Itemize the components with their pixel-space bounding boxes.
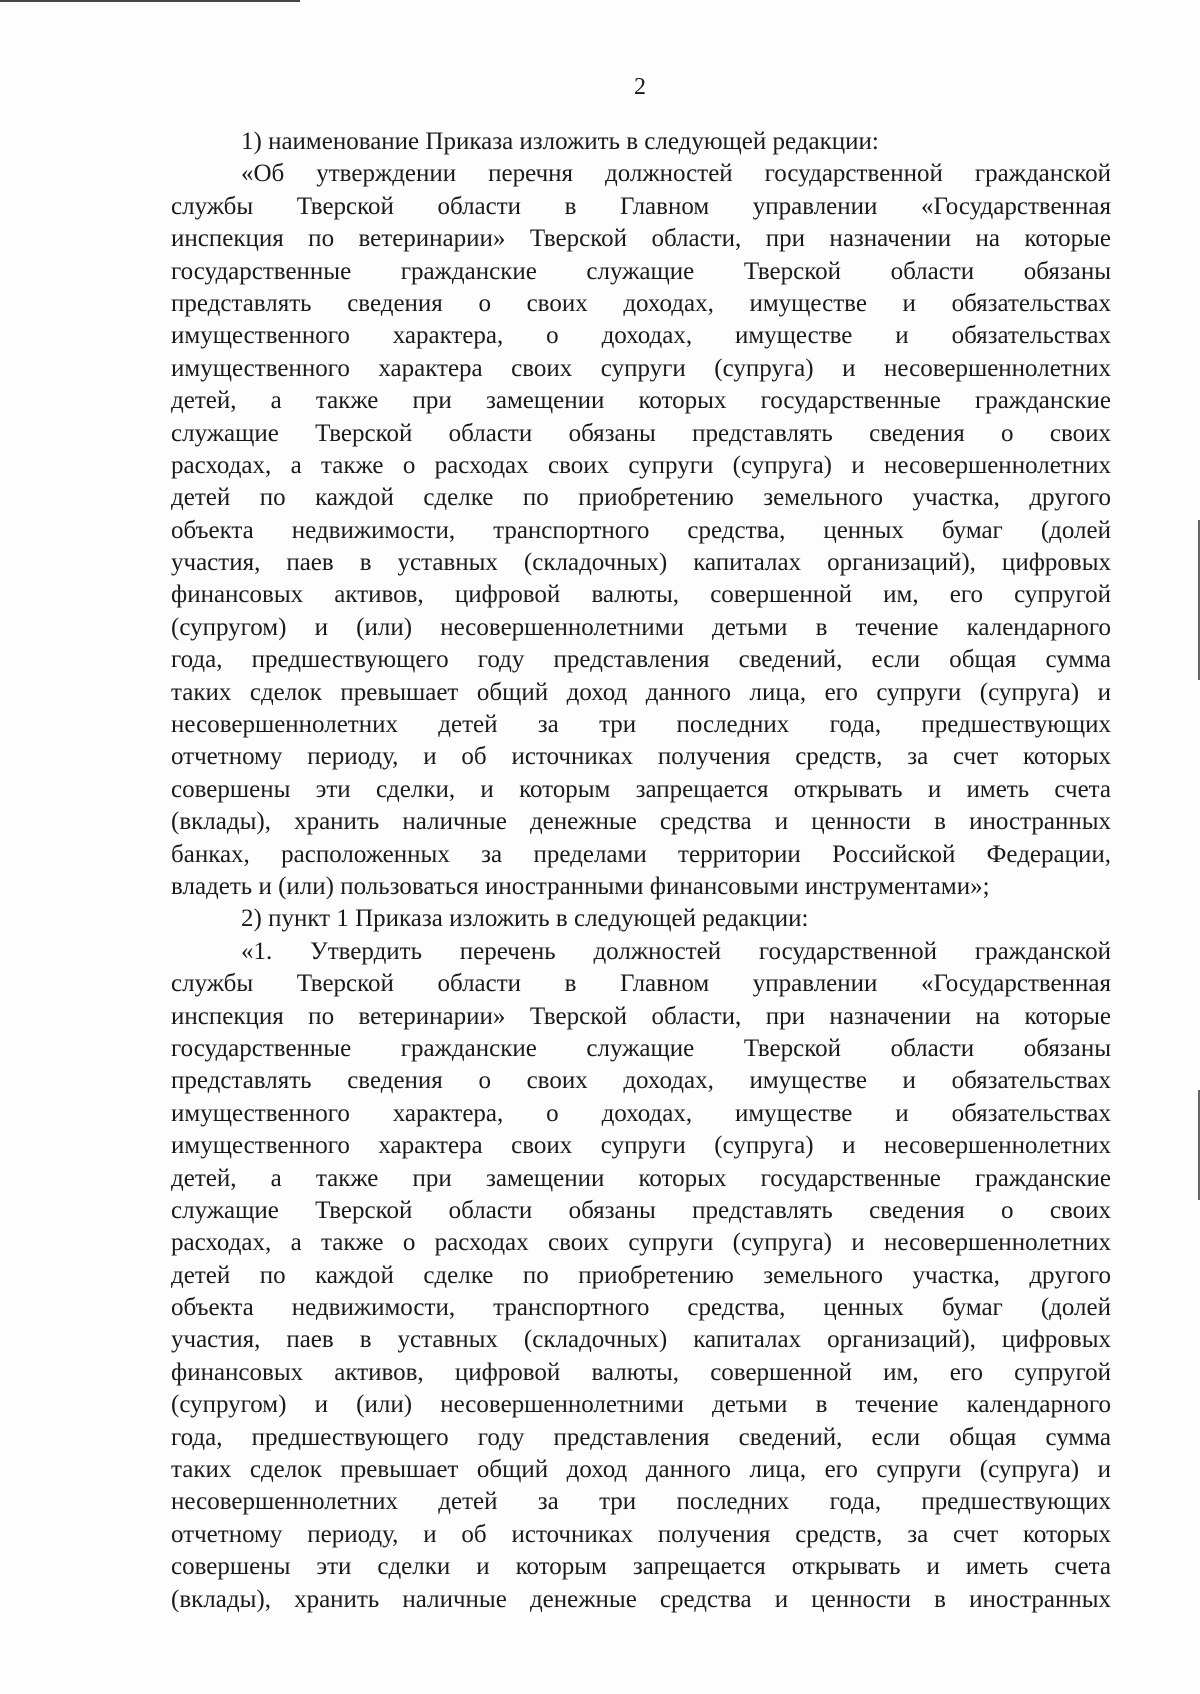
text-line: детей по каждой сделке по приобретению земельного участка, другого <box>171 484 1111 512</box>
document-body <box>171 126 1111 1616</box>
text-line: служащие Тверской области обязаны представлять сведения о своих <box>171 1196 1111 1224</box>
text-line: «1. Утвердить перечень должностей государственной гражданской <box>241 937 1111 965</box>
text-line: 2) пункт 1 Приказа изложить в следующей редакции: <box>241 905 809 933</box>
text-line: несовершеннолетних детей за три последних года, предшествующих <box>171 1488 1111 1516</box>
text-line: службы Тверской области в Главном управлении «Государственная <box>171 192 1111 220</box>
text-line: расходах, а также о расходах своих супруги (супруга) и несовершеннолетних <box>171 451 1111 479</box>
text-line: имущественного характера, о доходах, имуществе и обязательствах <box>171 1099 1111 1127</box>
text-line: детей по каждой сделке по приобретению земельного участка, другого <box>171 1261 1111 1289</box>
text-line: государственные гражданские служащие Тверской области обязаны <box>171 257 1111 285</box>
text-line: несовершеннолетних детей за три последних года, предшествующих <box>171 711 1111 739</box>
text-line: расходах, а также о расходах своих супруги (супруга) и несовершеннолетних <box>171 1229 1111 1257</box>
scan-edge-top <box>0 0 300 2</box>
text-line: представлять сведения о своих доходах, имуществе и обязательствах <box>171 1067 1111 1095</box>
text-line: владеть и (или) пользоваться иностранными финансовыми инструментами»; <box>171 872 990 900</box>
text-line: таких сделок превышает общий доход данного лица, его супруги (супруга) и <box>171 1456 1111 1484</box>
text-line: совершены эти сделки и которым запрещается открывать и иметь счета <box>171 1553 1111 1581</box>
text-line: (вклады), хранить наличные денежные средства и ценности в иностранных <box>171 1585 1111 1613</box>
text-line: инспекция по ветеринарии» Тверской области, при назначении на которые <box>171 225 1111 253</box>
text-line: объекта недвижимости, транспортного средства, ценных бумаг (долей <box>171 516 1111 544</box>
text-line: года, предшествующего году представления сведений, если общая сумма <box>171 1423 1111 1451</box>
text-line: объекта недвижимости, транспортного средства, ценных бумаг (долей <box>171 1294 1111 1322</box>
text-line: (супругом) и (или) несовершеннолетними детьми в течение календарного <box>171 613 1111 641</box>
text-line: инспекция по ветеринарии» Тверской области, при назначении на которые <box>171 1002 1111 1030</box>
text-line: имущественного характера своих супруги (супруга) и несовершеннолетних <box>171 354 1111 382</box>
text-line: (супругом) и (или) несовершеннолетними детьми в течение календарного <box>171 1391 1111 1419</box>
text-line: «Об утверждении перечня должностей государственной гражданской <box>241 160 1111 188</box>
text-line: службы Тверской области в Главном управлении «Государственная <box>171 970 1111 998</box>
text-line: служащие Тверской области обязаны представлять сведения о своих <box>171 419 1111 447</box>
text-line: отчетному периоду, и об источниках получения средств, за счет которых <box>171 743 1111 771</box>
text-line: банках, расположенных за пределами территории Российской Федерации, <box>171 840 1111 868</box>
page-number: 2 <box>634 74 646 100</box>
text-line: детей, а также при замещении которых государственные гражданские <box>171 1164 1111 1192</box>
text-line: представлять сведения о своих доходах, имуществе и обязательствах <box>171 289 1111 317</box>
text-line: 1) наименование Приказа изложить в следующей редакции: <box>241 128 879 155</box>
text-line: таких сделок превышает общий доход данного лица, его супруги (супруга) и <box>171 678 1111 706</box>
text-line: имущественного характера своих супруги (супруга) и несовершеннолетних <box>171 1132 1111 1160</box>
text-line: отчетному периоду, и об источниках получения средств, за счет которых <box>171 1520 1111 1548</box>
text-line: имущественного характера, о доходах, имуществе и обязательствах <box>171 322 1111 350</box>
text-line: финансовых активов, цифровой валюты, совершенной им, его супругой <box>171 581 1111 609</box>
text-line: финансовых активов, цифровой валюты, совершенной им, его супругой <box>171 1358 1111 1386</box>
text-line: участия, паев в уставных (складочных) капиталах организаций), цифровых <box>171 1326 1111 1354</box>
text-line: совершены эти сделки, и которым запрещается открывать и иметь счета <box>171 775 1111 803</box>
text-line: участия, паев в уставных (складочных) капиталах организаций), цифровых <box>171 549 1111 577</box>
text-line: детей, а также при замещении которых государственные гражданские <box>171 387 1111 415</box>
text-line: государственные гражданские служащие Тверской области обязаны <box>171 1034 1111 1062</box>
text-line: (вклады), хранить наличные денежные средства и ценности в иностранных <box>171 808 1111 836</box>
text-line: года, предшествующего году представления сведений, если общая сумма <box>171 646 1111 674</box>
